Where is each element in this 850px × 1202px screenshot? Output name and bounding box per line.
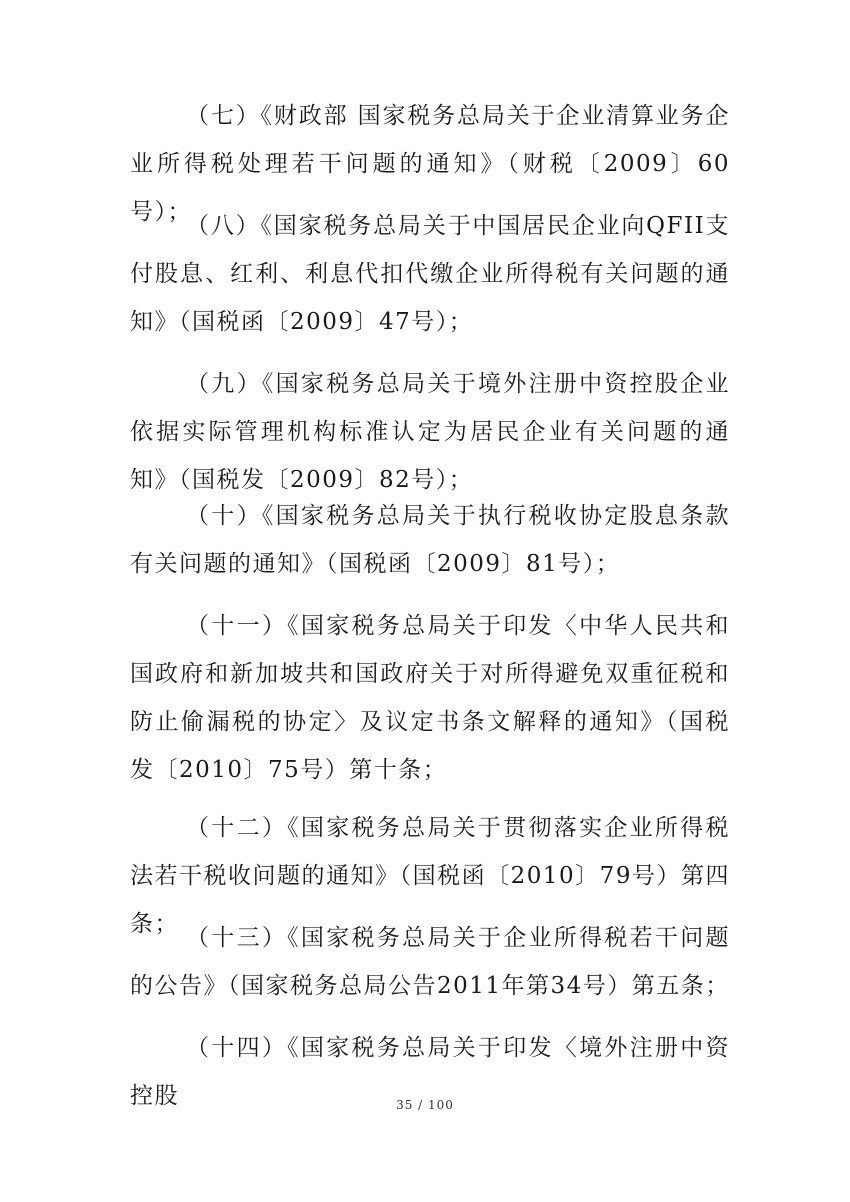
paragraph-11: （十一）《国家税务总局关于印发〈中华人民共和国政府和新加坡共和国政府关于对所得避免双重征税和防止偷漏税的协定〉及议定书条文解释的通知》（国税发〔2010〕75号）第十条； <box>130 613 730 783</box>
paragraph-9: （九）《国家税务总局关于境外注册中资控股企业依据实际管理机构标准认定为居民企业有关问题的通知》（国税发〔2009〕82号）； <box>130 371 730 493</box>
paragraph-7: （七）《财政部 国家税务总局关于企业清算业务企业所得税处理若干问题的通知》（财税〔2009〕60号）； <box>130 103 730 225</box>
page-number: 35 / 100 <box>396 1098 454 1112</box>
paragraph-12: （十二）《国家税务总局关于贯彻落实企业所得税法若干税收问题的通知》（国税函〔2010〕79号）第四条； <box>130 815 730 937</box>
paragraph-14: （十四）《国家税务总局关于印发〈境外注册中资控股 <box>130 1035 730 1109</box>
paragraph-13: （十三）《国家税务总局关于企业所得税若干问题的公告》（国家税务总局公告2011年第34号）第五条； <box>130 925 730 999</box>
paragraph-8: （八）《国家税务总局关于中国居民企业向QFII支付股息、红利、利息代扣代缴企业所得税有关问题的通知》（国税函〔2009〕47号）； <box>130 213 730 335</box>
paragraph-10: （十）《国家税务总局关于执行税收协定股息条款有关问题的通知》（国税函〔2009〕81号）； <box>130 503 730 577</box>
